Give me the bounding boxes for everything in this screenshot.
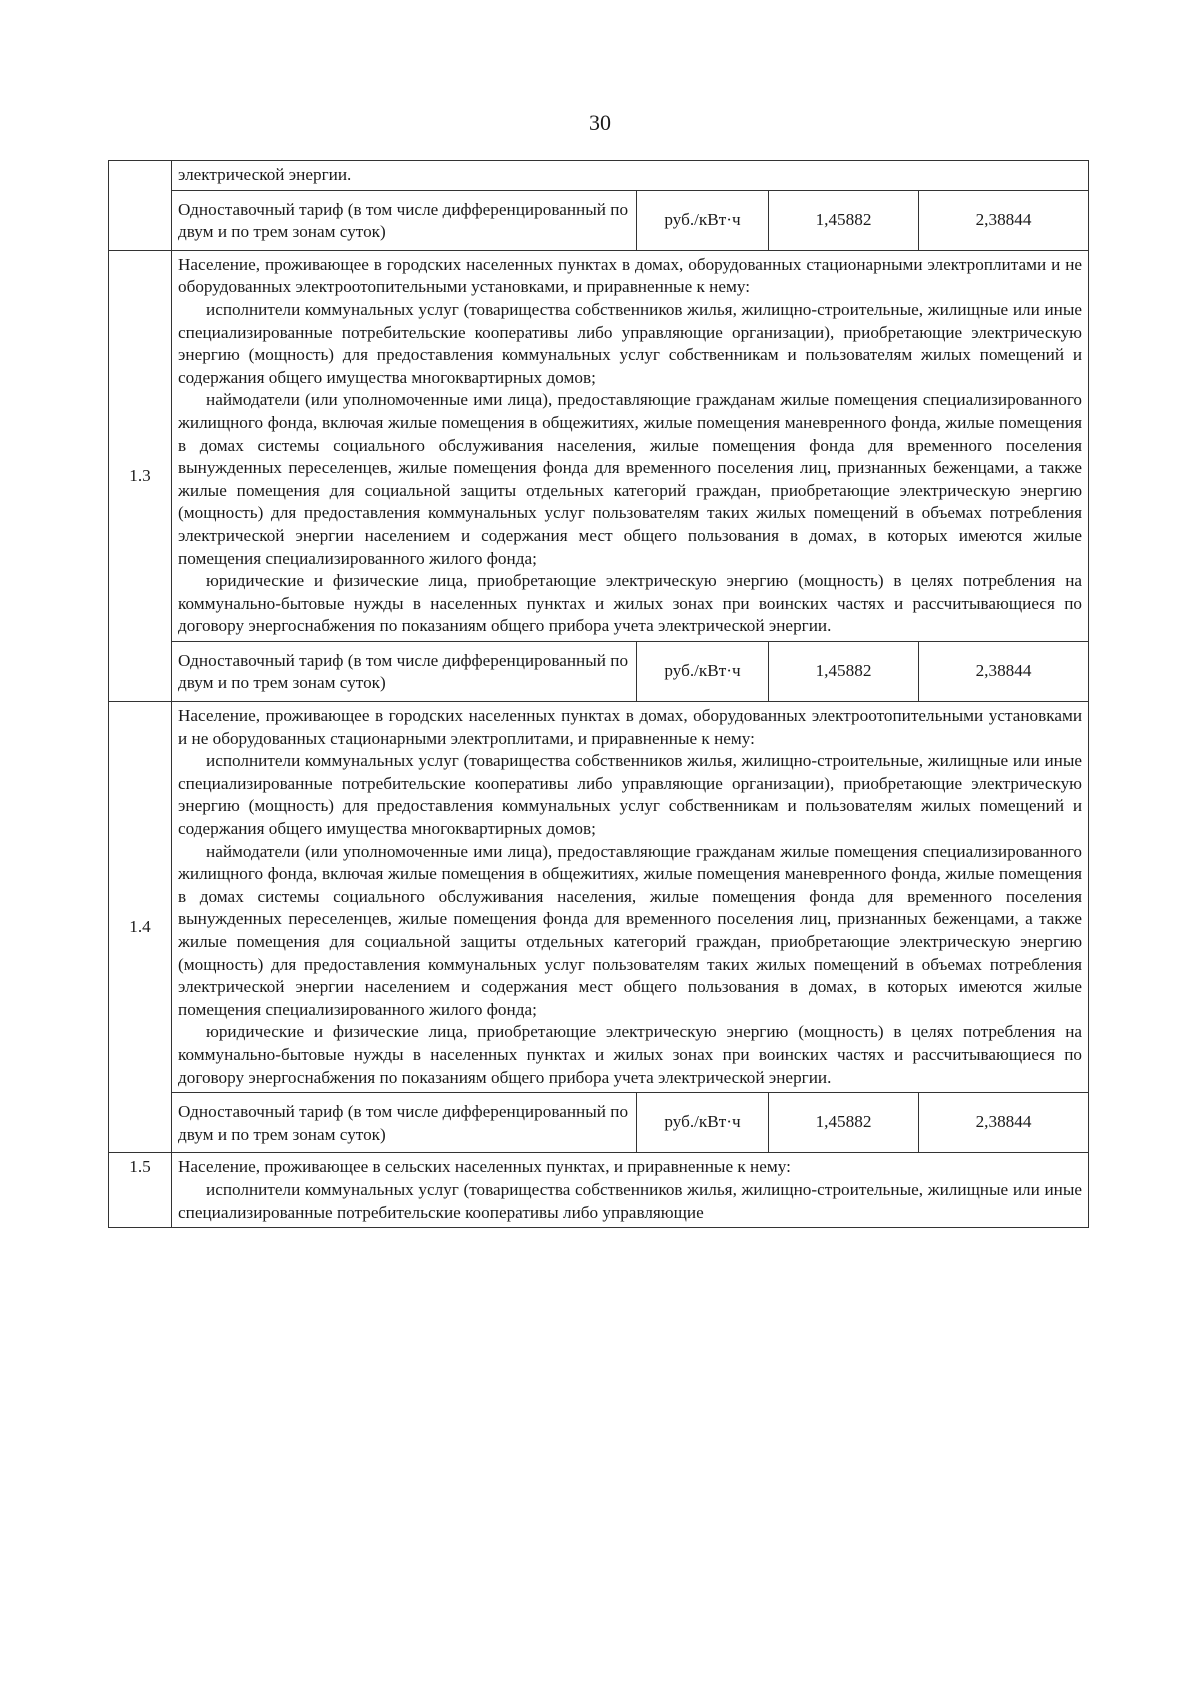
tariff-value-2: 2,38844 — [919, 641, 1089, 701]
row-description — [172, 1153, 1089, 1228]
tariff-value-1: 1,45882 — [769, 641, 919, 701]
tariff-unit: руб./кВт·ч — [637, 641, 769, 701]
tariff-table — [108, 160, 1089, 1228]
tariff-name: Одноставочный тариф (в том числе дифференцированный по двум и по трем зонам суток) — [172, 190, 637, 250]
table-row — [109, 161, 1089, 191]
tariff-name: Одноставочный тариф (в том числе дифференцированный по двум и по трем зонам суток) — [172, 1093, 637, 1153]
row-description — [172, 250, 1089, 641]
row-number-cell — [109, 161, 172, 251]
description-paragraph: исполнители коммунальных услуг (товарищества собственников жилья, жилищно-строительные, жилищные или иные специализированные потребительские кооперативы либо управляющие организации), приобретающие электрическую энергию (мощность) для предоставления коммунальных услуг собственникам и пользователям жилых помещений и содержания общего имущества многоквартирных домов; — [178, 751, 1083, 839]
table-row — [109, 702, 1089, 1093]
tariff-value-2: 2,38844 — [919, 1093, 1089, 1153]
description-intro: Население, проживающее в городских населенных пунктах в домах, оборудованных стационарными электроплитами и не оборудованных электроотопительными установками, и приравненные к нему: — [178, 254, 1083, 297]
description-text: электрической энергии. — [178, 165, 352, 184]
row-description — [172, 702, 1089, 1093]
tariff-row — [109, 641, 1089, 701]
tariff-row — [109, 1093, 1089, 1153]
description-paragraph: юридические и физические лица, приобретающие электрическую энергию (мощность) в целях потребления на коммунально-бытовые нужды в населенных пунктах и жилых зонах при воинских частях и рассчитывающиеся по договору энергоснабжения по показаниям общего прибора учета электрической энергии. — [178, 571, 1083, 636]
row-number: 1.3 — [109, 250, 172, 701]
row-number: 1.4 — [109, 702, 172, 1153]
tariff-row — [109, 190, 1089, 250]
description-paragraph: исполнители коммунальных услуг (товарищества собственников жилья, жилищно-строительные, жилищные или иные специализированные потребительские кооперативы либо управляющие — [178, 1179, 1083, 1222]
tariff-unit: руб./кВт·ч — [637, 190, 769, 250]
row-description — [172, 161, 1089, 191]
tariff-value-1: 1,45882 — [769, 1093, 919, 1153]
tariff-unit: руб./кВт·ч — [637, 1093, 769, 1153]
row-number: 1.5 — [109, 1153, 172, 1228]
description-paragraph: юридические и физические лица, приобретающие электрическую энергию (мощность) в целях потребления на коммунально-бытовые нужды в населенных пунктах и жилых зонах при воинских частях и рассчитывающиеся по договору энергоснабжения по показаниям общего прибора учета электрической энергии. — [178, 1022, 1083, 1087]
tariff-value-1: 1,45882 — [769, 190, 919, 250]
description-paragraph: исполнители коммунальных услуг (товарищества собственников жилья, жилищно-строительные, жилищные или иные специализированные потребительские кооперативы либо управляющие организации), приобретающие электрическую энергию (мощность) для предоставления коммунальных услуг собственникам и пользователям жилых помещений и содержания общего имущества многоквартирных домов; — [178, 299, 1083, 387]
table-row — [109, 250, 1089, 641]
description-intro: Население, проживающее в городских населенных пунктах в домах, оборудованных электроотопительными установками и не оборудованных стационарными электроплитами, и приравненные к нему: — [178, 706, 1083, 748]
tariff-name: Одноставочный тариф (в том числе дифференцированный по двум и по трем зонам суток) — [172, 641, 637, 701]
description-paragraph: наймодатели (или уполномоченные ими лица), предоставляющие гражданам жилые помещения специализированного жилищного фонда, включая жилые помещения в общежитиях, жилые помещения маневренного фонда, жилые помещения в домах системы социального обслуживания населения, жилые помещения фонда для временного поселения вынужденных переселенцев, жилые помещения фонда для временного поселения лиц, признанных беженцами, а также жилые помещения для социальной защиты отдельных категорий граждан, приобретающие электрическую энергию (мощность) для предоставления коммунальных услуг пользователям таких жилых помещений в объемах потребления электрической энергии населением и содержания мест общего пользования в домах, в которых имеются жилые помещения специализированного жилого фонда; — [178, 841, 1083, 1019]
table-row — [109, 1153, 1089, 1228]
page-number: 30 — [589, 110, 611, 135]
description-intro: Население, проживающее в сельских населенных пунктах, и приравненные к нему: — [178, 1157, 791, 1177]
tariff-value-2: 2,38844 — [919, 190, 1089, 250]
description-paragraph: наймодатели (или уполномоченные ими лица), предоставляющие гражданам жилые помещения специализированного жилищного фонда, включая жилые помещения в общежитиях, жилые помещения маневренного фонда, жилые помещения в домах системы социального обслуживания населения, жилые помещения фонда для временного поселения вынужденных переселенцев, жилые помещения фонда для временного поселения лиц, признанных беженцами, а также жилые помещения для социальной защиты отдельных категорий граждан, приобретающие электрическую энергию (мощность) для предоставления коммунальных услуг пользователям таких жилых помещений в объемах потребления электрической энергии населением и содержания мест общего пользования в домах, в которых имеются жилые помещения специализированного жилого фонда; — [178, 390, 1083, 568]
